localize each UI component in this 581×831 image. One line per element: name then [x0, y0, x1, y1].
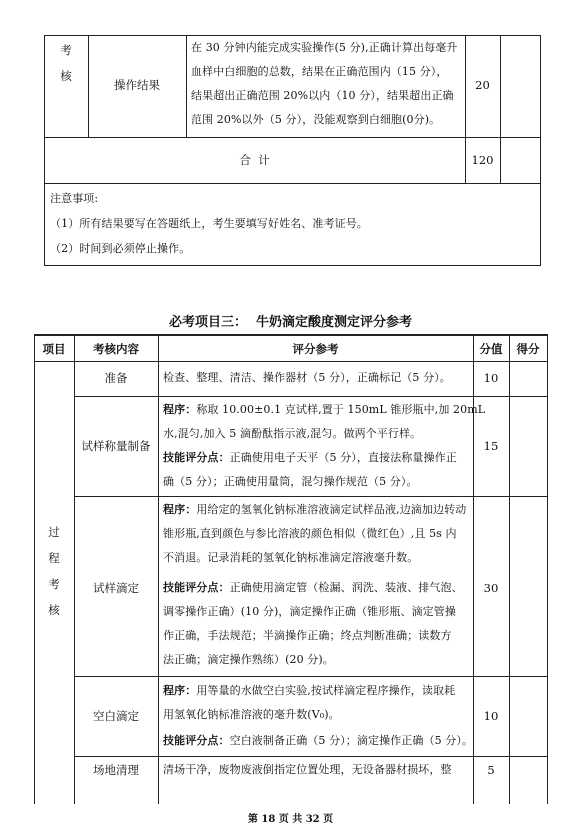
reference-line: 技能评分点：正确使用电子天平（5 分），直接法称量操作正	[163, 451, 457, 464]
header-content: 考核内容	[93, 342, 139, 356]
reference-line: 检查、整理、清洁、操作器材（5 分），正确标记（5 分）。	[163, 371, 451, 384]
page-footer: 第 18 页 共 32 页	[247, 814, 334, 825]
reference-line: 技能评分点：空白液制备正确（5 分）；滴定操作正确（5 分）。	[163, 734, 474, 747]
item-label: 试样滴定	[93, 581, 139, 595]
reference-line: 不消退。记录消耗的氢氧化钠标准滴定溶液毫升数。	[163, 551, 419, 564]
reference-line: 程序：用等量的水做空白实验,按试样滴定程序操作，读取耗	[163, 684, 456, 697]
reference-line: 清场干净，废物废液倒指定位置处理，无设备器材损坏，整	[163, 763, 452, 776]
reference-line: 作正确，手法规范；半滴操作正确；终点判断准确；读数方	[163, 629, 452, 642]
item-label: 准备	[104, 371, 128, 385]
reference-line: 用氢氧化钠标准溶液的毫升数(V₀)。	[163, 708, 340, 721]
total-score: 120	[471, 153, 494, 167]
value-cell: 5	[487, 763, 495, 777]
notes-title: 注意事项:	[50, 192, 99, 205]
reference-line: 技能评分点：正确使用滴定管（检漏、润洗、装液、排气泡、	[163, 581, 463, 594]
value-cell: 15	[483, 439, 499, 453]
criteria-line: 范围 20%以外（5 分），没能观察到白细胞(0分)。	[191, 113, 441, 126]
total-label: 合 计	[239, 153, 270, 167]
project-char: 程	[48, 551, 60, 565]
item-label: 操作结果	[114, 78, 160, 92]
reference-line: 法正确；滴定操作熟练）(20 分)。	[163, 653, 334, 666]
project-char: 核	[48, 603, 60, 617]
header-score: 得分	[516, 342, 540, 356]
header-reference: 评分参考	[292, 342, 339, 356]
section-title: 必考项目三： 牛奶滴定酸度测定评分参考	[168, 315, 413, 330]
score-value: 20	[475, 78, 490, 92]
note-item: （2）时间到必须停止操作。	[50, 242, 191, 255]
reference-line: 程序：用给定的氢氧化钠标准溶液滴定试样品液,边滴加边转动	[163, 503, 467, 516]
header-project: 项目	[42, 342, 66, 356]
value-cell: 30	[483, 581, 499, 595]
project-char: 考	[48, 577, 60, 591]
note-item: （1）所有结果要写在答题纸上，考生要填写好姓名、准考证号。	[50, 217, 368, 230]
reference-line: 调零操作正确）(10 分)，滴定操作正确（锥形瓶、滴定管操	[163, 605, 456, 618]
item-label: 试样称量制备	[81, 439, 151, 453]
criteria-line: 血样中白细胞的总数，结果在正确范围内（15 分），	[191, 65, 448, 78]
reference-line: 水,混匀,加入 5 滴酚酞指示液,混匀。做两个平行样。	[163, 427, 422, 440]
project-char: 过	[48, 525, 60, 539]
category-char: 考	[60, 43, 72, 57]
reference-line: 程序：称取 10.00±0.1 克试样,置于 150mL 锥形瓶中,加 20mL	[163, 403, 486, 416]
criteria-line: 结果超出正确范围 20%以内（10 分），结果超出正确	[191, 89, 454, 102]
reference-line: 锥形瓶,直到颜色与参比溶液的颜色相似（微红色）,且 5s 内	[163, 527, 457, 540]
criteria-line: 在 30 分钟内能完成实验操作(5 分),正确计算出每毫升	[191, 41, 458, 54]
value-cell: 10	[483, 709, 499, 723]
reference-line: 确（5 分）；正确使用量筒，混匀操作规范（5 分）。	[163, 475, 418, 488]
value-cell: 10	[483, 371, 499, 385]
item-label: 空白滴定	[93, 709, 139, 723]
header-value: 分值	[479, 342, 503, 356]
item-label: 场地清理	[93, 763, 139, 777]
category-char: 核	[60, 69, 72, 83]
